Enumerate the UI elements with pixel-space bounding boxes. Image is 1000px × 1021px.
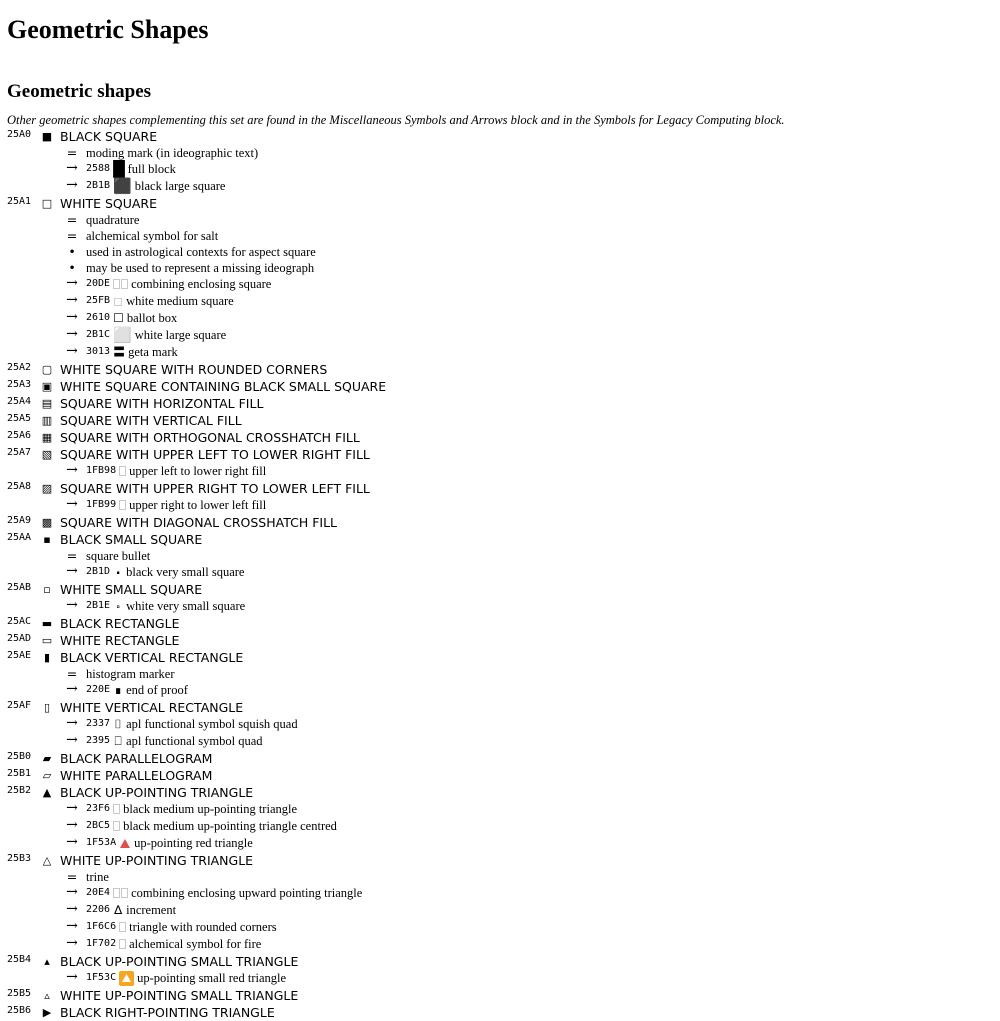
equals-icon: = <box>66 666 78 681</box>
annotation-content <box>86 564 244 580</box>
code-point: 25B2 <box>7 785 32 796</box>
arrow-icon: → <box>66 343 78 359</box>
character-entry <box>7 987 997 1004</box>
entry-header <box>7 699 997 716</box>
character-glyph: ▪ <box>43 533 51 546</box>
reference-glyph: ⬜ <box>113 326 132 344</box>
cross-reference <box>7 919 997 936</box>
character-glyph: ▰ <box>42 752 52 765</box>
character-name: WHITE SMALL SQUARE <box>60 582 203 597</box>
code-point: 25A8 <box>7 481 32 492</box>
cross-reference <box>7 564 997 581</box>
annotation <box>7 548 997 564</box>
annotation-content <box>86 548 150 564</box>
character-entry <box>7 378 997 395</box>
arrow-icon: → <box>66 901 78 917</box>
entry-header <box>7 750 997 767</box>
annotation-text: black very small square <box>126 565 245 579</box>
character-glyph: ▫ <box>43 583 51 596</box>
missing-glyph-icon <box>113 804 120 814</box>
character-glyph: ▲ <box>42 786 52 799</box>
annotation-text: histogram marker <box>86 667 175 681</box>
character-entry <box>7 412 997 429</box>
character-entry <box>7 395 997 412</box>
annotation-content <box>86 228 218 244</box>
reference-code: 2337 <box>86 718 111 729</box>
annotation-text: up-pointing small red triangle <box>137 971 287 985</box>
annotation-text: may be used to represent a missing ideograph <box>86 261 315 275</box>
code-point: 25B0 <box>7 751 32 762</box>
arrow-icon: → <box>66 935 78 951</box>
character-name: SQUARE WITH ORTHOGONAL CROSSHATCH FILL <box>60 430 360 445</box>
annotation-text: ballot box <box>126 311 178 325</box>
code-point: 25A6 <box>7 430 32 441</box>
annotation-text: geta mark <box>128 345 178 359</box>
annotation <box>7 244 997 260</box>
reference-code: 2588 <box>86 163 111 174</box>
arrow-icon: → <box>66 918 78 934</box>
annotation-content <box>86 293 234 309</box>
code-point: 25AD <box>7 633 32 644</box>
character-glyph: ▧ <box>41 448 53 461</box>
reference-glyph: ∎ <box>114 683 122 697</box>
arrow-icon: → <box>66 462 78 478</box>
entry-header <box>7 767 997 784</box>
reference-code: 25FB <box>86 295 111 306</box>
reference-glyph: ⬞ <box>116 599 120 613</box>
equals-icon: = <box>66 228 78 243</box>
annotation-content <box>86 801 297 817</box>
cross-reference <box>7 733 997 750</box>
orange-triangle-button-icon <box>119 971 134 986</box>
reference-code: 1F702 <box>86 938 117 949</box>
code-point: 25A1 <box>7 196 32 207</box>
reference-code: 2BC5 <box>86 820 111 831</box>
code-point: 25B5 <box>7 988 32 999</box>
character-glyph: ▱ <box>42 769 52 782</box>
character-entry <box>7 531 997 581</box>
reference-code: 23F6 <box>86 803 111 814</box>
entry-header <box>7 632 997 649</box>
arrow-icon: → <box>66 496 78 512</box>
annotation-text: moding mark (in ideographic text) <box>86 146 259 160</box>
annotation-text: alchemical symbol for fire <box>129 937 262 951</box>
cross-reference <box>7 801 997 818</box>
arrow-icon: → <box>66 275 78 291</box>
entry-header <box>7 195 997 212</box>
red-triangle-icon <box>119 838 131 849</box>
entry-header <box>7 446 997 463</box>
arrow-icon: → <box>66 292 78 308</box>
character-entry <box>7 514 997 531</box>
arrow-icon: → <box>66 160 78 176</box>
annotation <box>7 666 997 682</box>
equals-icon: = <box>66 212 78 227</box>
arrow-icon: → <box>66 817 78 833</box>
character-glyph: ▮ <box>43 651 51 664</box>
code-point: 25AA <box>7 532 32 543</box>
annotation-content <box>86 463 266 479</box>
character-entry <box>7 128 997 195</box>
reference-code: 1F6C6 <box>86 921 117 932</box>
cross-reference <box>7 835 997 852</box>
annotation-text: increment <box>126 903 177 917</box>
annotation-text: upper right to lower left fill <box>129 498 267 512</box>
reference-code: 2395 <box>86 735 111 746</box>
entry-header <box>7 531 997 548</box>
character-glyph: ■ <box>41 130 53 143</box>
annotation-text: quadrature <box>86 213 140 227</box>
character-name: WHITE PARALLELOGRAM <box>60 768 213 783</box>
code-point: 25A0 <box>7 129 32 140</box>
code-point: 25AC <box>7 616 32 627</box>
character-glyph: ▵ <box>44 989 50 1002</box>
character-entry <box>7 699 997 750</box>
annotation-content <box>86 936 261 952</box>
annotation-content <box>86 666 175 682</box>
character-name: WHITE UP-POINTING SMALL TRIANGLE <box>60 988 299 1003</box>
cross-reference <box>7 327 997 344</box>
entry-list <box>7 128 997 1021</box>
reference-code: 2B1D <box>86 566 111 577</box>
entry-header <box>7 128 997 145</box>
annotation-content <box>86 598 245 614</box>
character-glyph: □ <box>41 197 53 210</box>
arrow-icon: → <box>66 563 78 579</box>
equals-icon: = <box>66 548 78 563</box>
reference-glyph: 〓 <box>113 345 126 359</box>
character-glyph: ▣ <box>41 380 53 393</box>
code-point: 25AF <box>7 700 32 711</box>
reference-code: 20E4 <box>86 887 111 898</box>
reference-code: 1F53A <box>86 837 117 848</box>
character-entry <box>7 1004 997 1021</box>
character-name: SQUARE WITH UPPER RIGHT TO LOWER LEFT FILL <box>60 481 370 496</box>
arrow-icon: → <box>66 597 78 613</box>
entry-header <box>7 581 997 598</box>
annotation-content <box>86 970 286 986</box>
reference-glyph: █ <box>113 160 125 178</box>
cross-reference <box>7 161 997 178</box>
code-point: 25A2 <box>7 362 32 373</box>
cross-reference <box>7 682 997 699</box>
reference-code: 2B1C <box>86 329 111 340</box>
annotation <box>7 212 997 228</box>
annotation-text: combining enclosing upward pointing triangle <box>131 886 363 900</box>
reference-glyph: ⎕ <box>114 734 122 748</box>
annotation-text: end of proof <box>126 683 188 697</box>
arrow-icon: → <box>66 732 78 748</box>
reference-code: 220E <box>86 684 111 695</box>
missing-glyph-icon <box>113 821 120 831</box>
annotation-text: black large square <box>134 179 226 193</box>
character-name: SQUARE WITH DIAGONAL CROSSHATCH FILL <box>60 515 338 530</box>
character-entry <box>7 195 997 361</box>
character-name: BLACK PARALLELOGRAM <box>60 751 213 766</box>
character-name: SQUARE WITH HORIZONTAL FILL <box>60 396 264 411</box>
entry-header <box>7 784 997 801</box>
character-name: WHITE VERTICAL RECTANGLE <box>60 700 244 715</box>
arrow-icon: → <box>66 884 78 900</box>
character-name: WHITE SQUARE <box>60 196 158 211</box>
annotation <box>7 145 997 161</box>
annotation-content <box>86 260 314 276</box>
equals-icon: = <box>66 145 78 160</box>
missing-glyph-icon <box>119 500 126 510</box>
character-glyph: ▥ <box>41 414 53 427</box>
reference-glyph: ∆ <box>114 903 123 917</box>
annotation-text: apl functional symbol squish quad <box>126 717 298 731</box>
cross-reference <box>7 936 997 953</box>
section-title: Geometric shapes <box>7 81 152 102</box>
annotation <box>7 228 997 244</box>
cross-reference <box>7 497 997 514</box>
cross-reference <box>7 902 997 919</box>
character-glyph: ▢ <box>41 363 53 376</box>
annotation-content <box>86 327 226 343</box>
entry-header <box>7 852 997 869</box>
character-glyph: ▯ <box>43 701 51 714</box>
annotation-text: square bullet <box>86 549 151 563</box>
reference-glyph: ☐ <box>113 311 124 325</box>
character-name: WHITE SQUARE CONTAINING BLACK SMALL SQUARE <box>60 379 387 394</box>
cross-reference <box>7 598 997 615</box>
annotation-content <box>86 885 362 901</box>
annotation-text: black medium up-pointing triangle <box>123 802 298 816</box>
code-point: 25AE <box>7 650 32 661</box>
character-glyph: ▤ <box>41 397 53 410</box>
cross-reference <box>7 276 997 293</box>
character-name: BLACK SMALL SQUARE <box>60 532 203 547</box>
page-title: Geometric Shapes <box>7 15 209 44</box>
character-entry <box>7 649 997 699</box>
equals-icon: = <box>66 869 78 884</box>
code-point: 25A5 <box>7 413 32 424</box>
code-point: 25B4 <box>7 954 32 965</box>
cross-reference <box>7 293 997 310</box>
reference-code: 1F53C <box>86 972 117 983</box>
cross-reference <box>7 716 997 733</box>
annotation-text: white very small square <box>126 599 246 613</box>
reference-glyph: ◻ <box>113 294 124 308</box>
character-name: SQUARE WITH UPPER LEFT TO LOWER RIGHT FILL <box>60 447 370 462</box>
code-point: 25A4 <box>7 396 32 407</box>
entry-header <box>7 987 997 1004</box>
arrow-icon: → <box>66 681 78 697</box>
code-point: 25A9 <box>7 515 32 526</box>
annotation-content <box>86 682 188 698</box>
code-point: 25B3 <box>7 853 32 864</box>
annotation-content <box>86 497 266 513</box>
character-name: WHITE SQUARE WITH ROUNDED CORNERS <box>60 362 328 377</box>
reference-glyph: ⬛ <box>113 177 132 195</box>
annotation-content <box>86 716 298 732</box>
character-name: BLACK RECTANGLE <box>60 616 180 631</box>
annotation-content <box>86 835 253 851</box>
annotation-content <box>86 344 178 360</box>
entry-header <box>7 514 997 531</box>
character-glyph: ▴ <box>44 955 50 968</box>
arrow-icon: → <box>66 969 78 985</box>
annotation-content <box>86 310 177 326</box>
entry-header <box>7 412 997 429</box>
annotation-text: white large square <box>134 328 227 342</box>
code-point: 25B6 <box>7 1005 32 1016</box>
annotation-content <box>86 869 109 885</box>
entry-header <box>7 429 997 446</box>
character-entry <box>7 632 997 649</box>
code-point: 25A3 <box>7 379 32 390</box>
arrow-icon: → <box>66 715 78 731</box>
character-entry <box>7 852 997 953</box>
cross-reference <box>7 818 997 835</box>
entry-header <box>7 378 997 395</box>
missing-glyph-icon <box>119 939 126 949</box>
character-name: WHITE RECTANGLE <box>60 633 180 648</box>
intro-text: Other geometric shapes complementing this set are found in the Miscellaneous Symbols and Arrows block and in the Symbols for Legacy Computing block. <box>7 113 785 127</box>
bullet-icon: • <box>68 260 76 275</box>
character-name: BLACK SQUARE <box>60 129 158 144</box>
cross-reference <box>7 178 997 195</box>
reference-code: 1FB98 <box>86 465 117 476</box>
code-point: 25B1 <box>7 768 32 779</box>
bullet-icon: • <box>68 244 76 259</box>
character-entry <box>7 767 997 784</box>
annotation-text: white medium square <box>126 294 234 308</box>
character-entry <box>7 784 997 852</box>
character-entry <box>7 429 997 446</box>
annotation-text: triangle with rounded corners <box>129 920 277 934</box>
red-triangle-shape <box>120 839 130 848</box>
missing-glyph-icon <box>113 279 128 289</box>
entry-header <box>7 361 997 378</box>
annotation-content <box>86 276 271 292</box>
reference-code: 2B1B <box>86 180 111 191</box>
character-glyph: ▭ <box>41 634 53 647</box>
annotation-text: upper left to lower right fill <box>129 464 267 478</box>
character-entry <box>7 446 997 480</box>
annotation-text: alchemical symbol for salt <box>86 229 219 243</box>
arrow-icon: → <box>66 309 78 325</box>
cross-reference <box>7 885 997 902</box>
character-glyph: ▨ <box>41 482 53 495</box>
annotation-content <box>86 244 316 260</box>
entry-header <box>7 1004 997 1021</box>
reference-code: 2206 <box>86 904 111 915</box>
annotation-content <box>86 178 225 194</box>
annotation-text: up-pointing red triangle <box>134 836 253 850</box>
reference-glyph: ⬝ <box>116 565 120 579</box>
code-point: 25A7 <box>7 447 32 458</box>
cross-reference <box>7 344 997 361</box>
annotation <box>7 869 997 885</box>
reference-code: 3013 <box>86 346 111 357</box>
annotation-text: trine <box>86 870 109 884</box>
character-glyph: ▬ <box>41 617 53 630</box>
annotation-content <box>86 212 139 228</box>
cross-reference <box>7 463 997 480</box>
missing-glyph-icon <box>113 888 128 898</box>
character-name: BLACK UP-POINTING SMALL TRIANGLE <box>60 954 299 969</box>
entry-header <box>7 953 997 970</box>
code-point: 25AB <box>7 582 32 593</box>
annotation-text: used in astrological contexts for aspect square <box>86 245 316 259</box>
arrow-icon: → <box>66 326 78 342</box>
reference-code: 1FB99 <box>86 499 117 510</box>
reference-code: 20DE <box>86 278 111 289</box>
entry-header <box>7 649 997 666</box>
arrow-icon: → <box>66 177 78 193</box>
character-entry <box>7 581 997 615</box>
character-name: BLACK RIGHT-POINTING TRIANGLE <box>60 1005 275 1020</box>
character-entry <box>7 615 997 632</box>
character-entry <box>7 361 997 378</box>
reference-glyph: ⌷ <box>114 717 122 731</box>
annotation-content <box>86 919 277 935</box>
arrow-icon: → <box>66 800 78 816</box>
missing-glyph-icon <box>119 466 126 476</box>
character-glyph: ▦ <box>41 431 53 444</box>
annotation-content <box>86 902 176 918</box>
entry-header <box>7 480 997 497</box>
annotation-content <box>86 733 263 749</box>
annotation <box>7 260 997 276</box>
character-name: BLACK UP-POINTING TRIANGLE <box>60 785 254 800</box>
annotation-text: full block <box>127 162 176 176</box>
reference-code: 2610 <box>86 312 111 323</box>
character-name: WHITE UP-POINTING TRIANGLE <box>60 853 254 868</box>
character-glyph: ▶ <box>42 1006 52 1019</box>
annotation-text: combining enclosing square <box>131 277 272 291</box>
reference-code: 2B1E <box>86 600 111 611</box>
annotation-content <box>86 818 337 834</box>
cross-reference <box>7 970 997 987</box>
cross-reference <box>7 310 997 327</box>
arrow-icon: → <box>66 834 78 850</box>
entry-header <box>7 395 997 412</box>
character-entry <box>7 750 997 767</box>
annotation-content <box>86 145 258 161</box>
character-name: SQUARE WITH VERTICAL FILL <box>60 413 242 428</box>
character-name: BLACK VERTICAL RECTANGLE <box>60 650 244 665</box>
annotation-content <box>86 161 176 177</box>
character-glyph: ▩ <box>41 516 53 529</box>
entry-header <box>7 615 997 632</box>
missing-glyph-icon <box>119 922 126 932</box>
character-entry <box>7 480 997 514</box>
annotation-text: black medium up-pointing triangle centred <box>123 819 337 833</box>
character-glyph: △ <box>42 854 52 867</box>
character-entry <box>7 953 997 987</box>
annotation-text: apl functional symbol quad <box>126 734 263 748</box>
